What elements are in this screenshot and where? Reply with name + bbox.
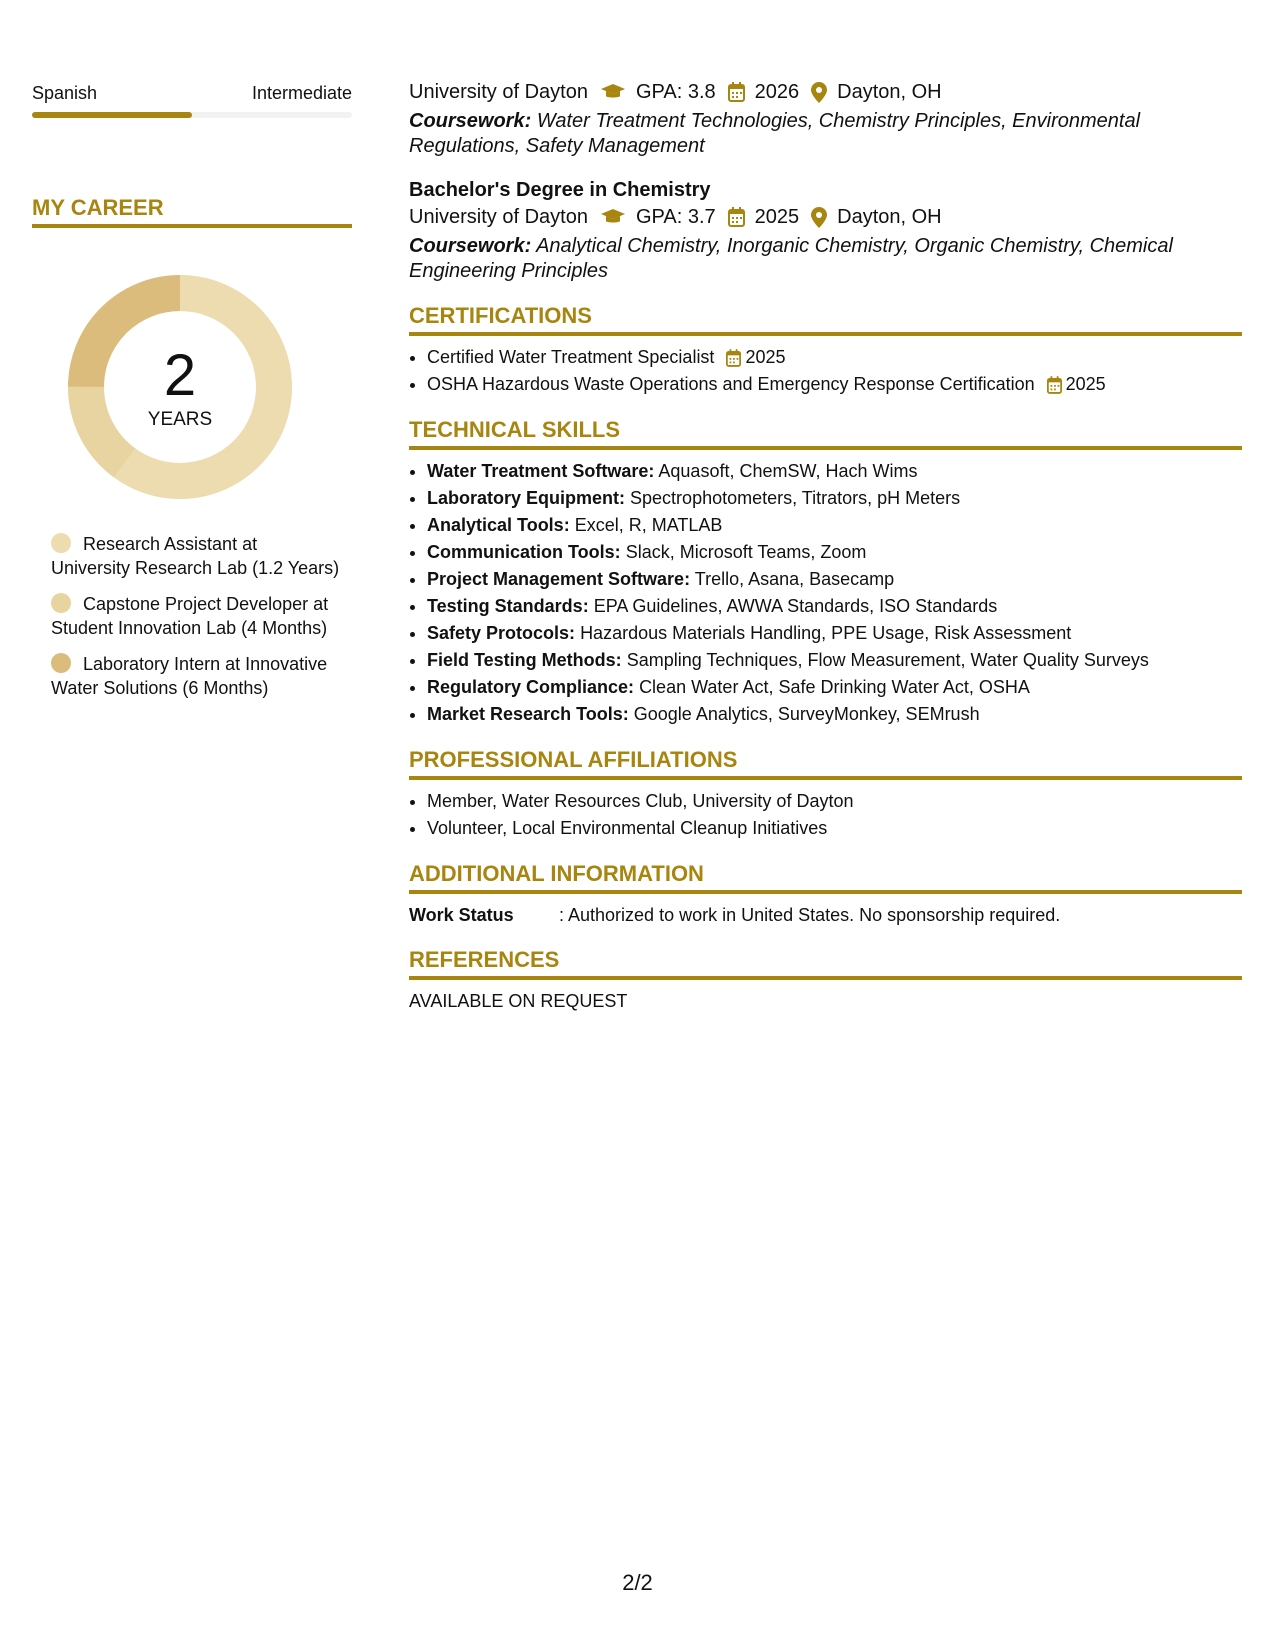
skill-value: Hazardous Materials Handling, PPE Usage, Risk Assessment — [580, 623, 1072, 643]
skill-label: Analytical Tools: — [427, 515, 570, 535]
education-meta — [409, 203, 1242, 231]
coursework — [409, 109, 1242, 159]
language-progress-fill — [32, 112, 192, 118]
career-legend — [32, 532, 341, 700]
donut-center — [65, 272, 295, 502]
skill-item — [427, 539, 1242, 566]
graduation-year: 2025 — [754, 206, 800, 228]
school-location: Dayton, OH — [837, 81, 942, 103]
skill-item — [427, 701, 1242, 728]
school-location: Dayton, OH — [837, 206, 942, 228]
skill-item — [427, 566, 1242, 593]
skills-section — [409, 416, 1242, 728]
skill-value: Aquasoft, ChemSW, Hach Wims — [658, 461, 918, 481]
skill-item — [427, 512, 1242, 539]
skill-label: Regulatory Compliance: — [427, 677, 635, 697]
skill-value: Trello, Asana, Basecamp — [694, 569, 895, 589]
career-item-label: Laboratory Intern at Innovative Water Solutions (6 Months) — [51, 654, 328, 698]
skill-item — [427, 485, 1242, 512]
graduation-year: 2026 — [754, 81, 800, 103]
degree-title: Bachelor's Degree in Chemistry — [409, 179, 711, 201]
skill-value: Slack, Microsoft Teams, Zoom — [625, 542, 867, 562]
skill-value: Spectrophotometers, Titrators, pH Meters — [630, 488, 961, 508]
additional-info-title: ADDITIONAL INFORMATION — [409, 860, 1242, 894]
career-years-unit: YEARS — [147, 409, 213, 430]
skill-label: Communication Tools: — [427, 542, 621, 562]
skill-value: Excel, R, MATLAB — [574, 515, 723, 535]
skill-value: EPA Guidelines, AWWA Standards, ISO Standards — [593, 596, 998, 616]
skill-item — [427, 620, 1242, 647]
certification-name: • OSHA Hazardous Waste Operations and Emergency Response Certification — [427, 374, 1035, 394]
map-pin-icon — [811, 82, 827, 103]
certifications-list — [409, 344, 1242, 398]
work-status-label: Work Status — [409, 905, 514, 925]
skill-label: Laboratory Equipment: — [427, 488, 626, 508]
certification-item — [427, 371, 1242, 398]
legend-dot — [51, 593, 71, 613]
certification-year: 2025 — [1065, 374, 1106, 394]
graduation-cap-icon — [600, 83, 626, 101]
skill-value: Sampling Techniques, Flow Measurement, Water Quality Surveys — [626, 650, 1149, 670]
language-progress-bar — [32, 112, 352, 118]
affiliation-item: • Member, Water Resources Club, University of Dayton — [427, 788, 1242, 815]
legend-dot — [51, 533, 71, 553]
legend-dot — [51, 653, 71, 673]
coursework-label: Coursework: — [409, 110, 532, 132]
school-name: University of Dayton — [409, 81, 588, 103]
references-text: AVAILABLE ON REQUEST — [409, 991, 628, 1011]
career-donut-chart — [65, 272, 295, 502]
career-item-label: Research Assistant at University Research Lab (1.2 Years) — [51, 534, 340, 578]
skill-label: Safety Protocols: — [427, 623, 576, 643]
calendar-icon — [728, 82, 745, 102]
education-entry — [409, 177, 1242, 284]
additional-info-section — [409, 860, 1242, 928]
language-name: Spanish — [32, 83, 98, 103]
career-item — [51, 532, 341, 580]
language-row — [32, 80, 352, 106]
certification-name: • Certified Water Treatment Specialist — [427, 347, 715, 367]
school-name: University of Dayton — [409, 206, 588, 228]
skill-value: Google Analytics, SurveyMonkey, SEMrush — [633, 704, 980, 724]
career-years-number: 2 — [163, 343, 197, 408]
calendar-icon — [728, 207, 745, 227]
affiliations-list — [409, 788, 1242, 842]
certification-year: 2025 — [745, 347, 786, 367]
coursework — [409, 234, 1242, 284]
references-section — [409, 946, 1242, 1014]
skill-item — [427, 674, 1242, 701]
gpa: GPA: 3.8 — [635, 81, 716, 103]
work-status-value: : Authorized to work in United States. No sponsorship required. — [559, 905, 1061, 925]
affiliation-item: • Volunteer, Local Environmental Cleanup Initiatives — [427, 815, 1242, 842]
page-number: 2/2 — [622, 1570, 653, 1595]
map-pin-icon — [811, 207, 827, 228]
skill-item — [427, 593, 1242, 620]
skill-label: Field Testing Methods: — [427, 650, 622, 670]
skills-list — [409, 458, 1242, 728]
certifications-section — [409, 302, 1242, 398]
skills-title: TECHNICAL SKILLS — [409, 416, 1242, 450]
left-column — [32, 80, 352, 712]
skill-item — [427, 458, 1242, 485]
coursework-text: Water Treatment Technologies, Chemistry Principles, Environmental Regulations, Safety Management — [409, 110, 1141, 157]
coursework-text: Analytical Chemistry, Inorganic Chemistry, Organic Chemistry, Chemical Engineering Principles — [409, 235, 1173, 282]
education-entry — [409, 78, 1242, 159]
career-item — [51, 652, 341, 700]
calendar-icon — [1047, 376, 1062, 394]
career-section-title: MY CAREER — [32, 194, 352, 228]
skill-label: Market Research Tools: — [427, 704, 629, 724]
references-title: REFERENCES — [409, 946, 1242, 980]
education-meta — [409, 78, 1242, 106]
skill-value: Clean Water Act, Safe Drinking Water Act, OSHA — [639, 677, 1030, 697]
graduation-cap-icon — [600, 208, 626, 226]
skill-label: Project Management Software: — [427, 569, 691, 589]
certification-item — [427, 344, 1242, 371]
certifications-title: CERTIFICATIONS — [409, 302, 1242, 336]
gpa: GPA: 3.7 — [635, 206, 716, 228]
skill-label: Water Treatment Software: — [427, 461, 655, 481]
affiliations-title: PROFESSIONAL AFFILIATIONS — [409, 746, 1242, 780]
career-item — [51, 592, 341, 640]
coursework-label: Coursework: — [409, 235, 532, 257]
affiliations-section — [409, 746, 1242, 842]
career-item-label: Capstone Project Developer at Student Innovation Lab (4 Months) — [51, 594, 329, 638]
language-level: Intermediate — [251, 83, 352, 103]
work-status-row — [409, 902, 1242, 928]
right-column — [409, 78, 1242, 1014]
calendar-icon — [726, 349, 741, 367]
skill-label: Testing Standards: — [427, 596, 589, 616]
skill-item — [427, 647, 1242, 674]
